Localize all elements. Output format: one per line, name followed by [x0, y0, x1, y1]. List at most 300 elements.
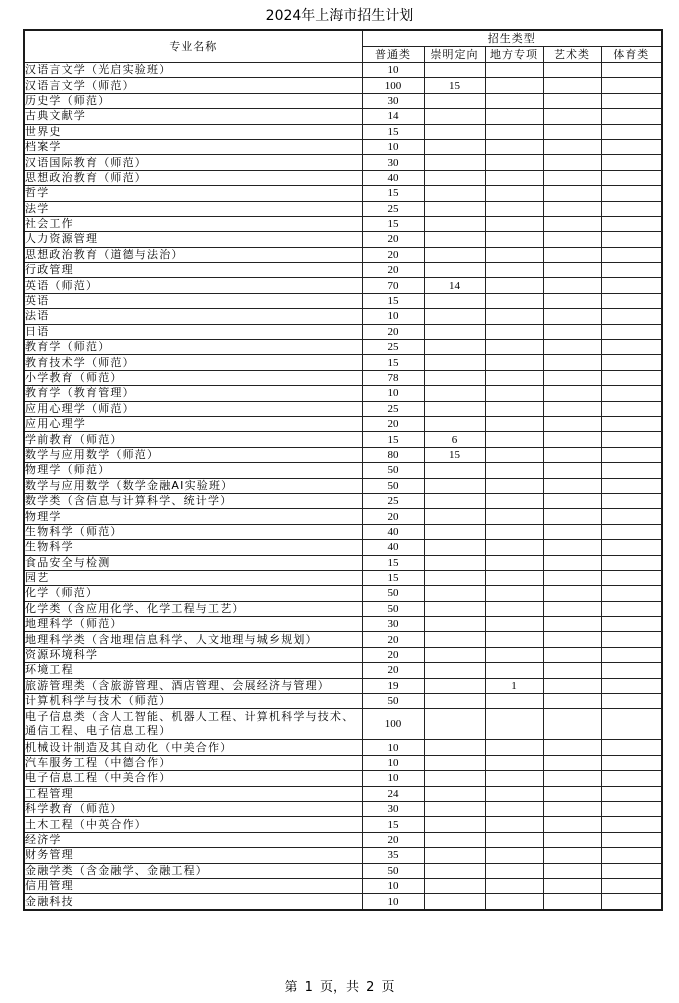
quota-cell-arts — [543, 863, 601, 878]
quota-cell-regular: 10 — [362, 894, 424, 910]
quota-cell-regular: 15 — [362, 293, 424, 308]
major-name-cell: 英语 — [24, 293, 362, 308]
table-row — [24, 155, 662, 170]
quota-cell-arts — [543, 324, 601, 339]
major-name-cell: 汉语国际教育（师范） — [24, 155, 362, 170]
quota-cell-chongming — [424, 493, 485, 508]
quota-cell-sports — [601, 694, 662, 709]
header-major-name: 专业名称 — [24, 30, 362, 63]
quota-cell-local-special — [485, 170, 543, 185]
quota-cell-local-special — [485, 293, 543, 308]
quota-cell-regular: 100 — [362, 78, 424, 93]
table-row — [24, 863, 662, 878]
major-name-cell: 应用心理学 — [24, 416, 362, 431]
quota-cell-chongming — [424, 647, 485, 662]
quota-cell-arts — [543, 186, 601, 201]
quota-cell-regular: 50 — [362, 863, 424, 878]
quota-cell-sports — [601, 555, 662, 570]
quota-cell-chongming — [424, 632, 485, 647]
table-row — [24, 817, 662, 832]
quota-cell-chongming — [424, 109, 485, 124]
header-col-sports: 体育类 — [601, 47, 662, 63]
major-name-cell: 数学与应用数学（师范） — [24, 447, 362, 462]
quota-cell-local-special — [485, 709, 543, 740]
quota-cell-regular: 40 — [362, 170, 424, 185]
quota-cell-arts — [543, 447, 601, 462]
quota-cell-chongming — [424, 386, 485, 401]
quota-cell-chongming — [424, 124, 485, 139]
quota-cell-sports — [601, 863, 662, 878]
major-name-cell: 世界史 — [24, 124, 362, 139]
quota-cell-arts — [543, 309, 601, 324]
quota-cell-arts — [543, 832, 601, 847]
table-row — [24, 740, 662, 755]
quota-cell-arts — [543, 632, 601, 647]
quota-cell-arts — [543, 586, 601, 601]
table-row — [24, 894, 662, 910]
table-row — [24, 601, 662, 616]
header-col-regular: 普通类 — [362, 47, 424, 63]
quota-cell-local-special — [485, 647, 543, 662]
quota-cell-arts — [543, 617, 601, 632]
table-row — [24, 370, 662, 385]
quota-cell-regular: 80 — [362, 447, 424, 462]
quota-cell-chongming — [424, 617, 485, 632]
quota-cell-regular: 20 — [362, 509, 424, 524]
major-name-cell: 物理学（师范） — [24, 463, 362, 478]
quota-cell-sports — [601, 139, 662, 154]
quota-cell-chongming — [424, 416, 485, 431]
major-name-cell: 财务管理 — [24, 848, 362, 863]
major-name-cell: 机械设计制造及其自动化（中美合作） — [24, 740, 362, 755]
major-name-cell: 土木工程（中英合作） — [24, 817, 362, 832]
major-name-cell: 教育学（师范） — [24, 340, 362, 355]
quota-cell-chongming — [424, 232, 485, 247]
quota-cell-local-special — [485, 447, 543, 462]
quota-cell-local-special — [485, 232, 543, 247]
major-name-cell: 化学（师范） — [24, 586, 362, 601]
quota-cell-arts — [543, 878, 601, 893]
quota-cell-local-special: 1 — [485, 678, 543, 693]
quota-cell-chongming — [424, 863, 485, 878]
quota-cell-sports — [601, 878, 662, 893]
table-row — [24, 709, 662, 740]
quota-cell-sports — [601, 155, 662, 170]
table-row — [24, 401, 662, 416]
quota-cell-arts — [543, 386, 601, 401]
table-row — [24, 540, 662, 555]
table-row — [24, 524, 662, 539]
quota-cell-sports — [601, 63, 662, 78]
major-name-cell: 食品安全与检测 — [24, 555, 362, 570]
quota-cell-local-special — [485, 401, 543, 416]
major-name-cell: 学前教育（师范） — [24, 432, 362, 447]
table-row — [24, 555, 662, 570]
quota-cell-regular: 20 — [362, 416, 424, 431]
quota-cell-local-special — [485, 878, 543, 893]
major-name-cell: 古典文献学 — [24, 109, 362, 124]
quota-cell-local-special — [485, 555, 543, 570]
quota-cell-local-special — [485, 124, 543, 139]
quota-cell-arts — [543, 694, 601, 709]
quota-cell-sports — [601, 386, 662, 401]
quota-cell-regular: 30 — [362, 93, 424, 108]
quota-cell-arts — [543, 601, 601, 616]
quota-cell-regular: 40 — [362, 540, 424, 555]
quota-cell-local-special — [485, 663, 543, 678]
quota-cell-chongming — [424, 709, 485, 740]
quota-cell-chongming — [424, 186, 485, 201]
quota-cell-regular: 20 — [362, 263, 424, 278]
major-name-cell: 园艺 — [24, 570, 362, 585]
table-row — [24, 663, 662, 678]
table-body — [24, 63, 662, 910]
quota-cell-sports — [601, 432, 662, 447]
quota-cell-arts — [543, 801, 601, 816]
quota-cell-arts — [543, 555, 601, 570]
quota-cell-chongming — [424, 694, 485, 709]
major-name-cell: 档案学 — [24, 139, 362, 154]
table-row — [24, 355, 662, 370]
quota-cell-arts — [543, 509, 601, 524]
major-name-cell: 法语 — [24, 309, 362, 324]
page-indicator: 第 1 页，共 2 页 — [284, 980, 395, 995]
table-row — [24, 694, 662, 709]
document-title: 2024年上海市招生计划 — [265, 8, 414, 24]
major-name-cell: 汉语言文学（师范） — [24, 78, 362, 93]
quota-cell-sports — [601, 832, 662, 847]
major-name-cell: 哲学 — [24, 186, 362, 201]
quota-cell-regular: 50 — [362, 694, 424, 709]
quota-cell-local-special — [485, 817, 543, 832]
quota-cell-regular: 10 — [362, 386, 424, 401]
quota-cell-chongming — [424, 370, 485, 385]
quota-cell-sports — [601, 263, 662, 278]
quota-cell-arts — [543, 678, 601, 693]
major-name-cell: 旅游管理类（含旅游管理、酒店管理、会展经济与管理） — [24, 678, 362, 693]
quota-cell-arts — [543, 355, 601, 370]
major-name-cell: 科学教育（师范） — [24, 801, 362, 816]
quota-cell-sports — [601, 232, 662, 247]
table-row — [24, 878, 662, 893]
quota-cell-chongming — [424, 755, 485, 770]
major-name-cell: 小学教育（师范） — [24, 370, 362, 385]
quota-cell-sports — [601, 786, 662, 801]
quota-cell-sports — [601, 755, 662, 770]
quota-cell-chongming — [424, 216, 485, 231]
quota-cell-sports — [601, 524, 662, 539]
quota-cell-regular: 24 — [362, 786, 424, 801]
header-col-local-special: 地方专项 — [485, 47, 543, 63]
header-col-arts: 艺术类 — [543, 47, 601, 63]
quota-cell-sports — [601, 740, 662, 755]
quota-cell-sports — [601, 216, 662, 231]
quota-cell-sports — [601, 647, 662, 662]
quota-cell-sports — [601, 540, 662, 555]
quota-cell-chongming — [424, 478, 485, 493]
quota-cell-sports — [601, 663, 662, 678]
quota-cell-local-special — [485, 386, 543, 401]
quota-cell-arts — [543, 155, 601, 170]
quota-cell-local-special — [485, 278, 543, 293]
quota-cell-chongming — [424, 401, 485, 416]
quota-cell-chongming: 15 — [424, 78, 485, 93]
quota-cell-sports — [601, 124, 662, 139]
quota-cell-chongming — [424, 586, 485, 601]
quota-cell-arts — [543, 647, 601, 662]
quota-cell-chongming — [424, 463, 485, 478]
quota-cell-local-special — [485, 586, 543, 601]
major-name-cell: 金融学类（含金融学、金融工程） — [24, 863, 362, 878]
quota-cell-arts — [543, 570, 601, 585]
table-row — [24, 463, 662, 478]
quota-cell-sports — [601, 709, 662, 740]
quota-cell-local-special — [485, 894, 543, 910]
quota-cell-local-special — [485, 432, 543, 447]
table-row — [24, 170, 662, 185]
quota-cell-sports — [601, 186, 662, 201]
quota-cell-local-special — [485, 632, 543, 647]
quota-cell-arts — [543, 709, 601, 740]
quota-cell-regular: 15 — [362, 124, 424, 139]
quota-cell-chongming — [424, 93, 485, 108]
quota-cell-local-special — [485, 416, 543, 431]
quota-cell-sports — [601, 201, 662, 216]
major-name-cell: 思想政治教育（道德与法治） — [24, 247, 362, 262]
major-name-cell: 数学与应用数学（数学金融AI实验班） — [24, 478, 362, 493]
quota-cell-arts — [543, 432, 601, 447]
quota-cell-regular: 15 — [362, 432, 424, 447]
table-row — [24, 186, 662, 201]
quota-cell-regular: 10 — [362, 755, 424, 770]
quota-cell-arts — [543, 263, 601, 278]
quota-cell-arts — [543, 848, 601, 863]
quota-cell-local-special — [485, 186, 543, 201]
quota-cell-chongming: 6 — [424, 432, 485, 447]
quota-cell-arts — [543, 463, 601, 478]
quota-cell-regular: 40 — [362, 524, 424, 539]
quota-cell-sports — [601, 894, 662, 910]
quota-cell-regular: 20 — [362, 632, 424, 647]
quota-cell-arts — [543, 416, 601, 431]
quota-cell-regular: 20 — [362, 247, 424, 262]
table-row — [24, 93, 662, 108]
table-row — [24, 771, 662, 786]
quota-cell-regular: 14 — [362, 109, 424, 124]
quota-cell-arts — [543, 817, 601, 832]
quota-cell-arts — [543, 478, 601, 493]
quota-cell-regular: 19 — [362, 678, 424, 693]
table-row — [24, 801, 662, 816]
quota-cell-arts — [543, 124, 601, 139]
quota-cell-regular: 20 — [362, 324, 424, 339]
major-name-cell: 法学 — [24, 201, 362, 216]
table-row — [24, 478, 662, 493]
table-row — [24, 324, 662, 339]
major-name-cell: 环境工程 — [24, 663, 362, 678]
table-row — [24, 678, 662, 693]
quota-cell-regular: 50 — [362, 586, 424, 601]
table-row — [24, 447, 662, 462]
quota-cell-regular: 10 — [362, 139, 424, 154]
major-name-cell: 资源环境科学 — [24, 647, 362, 662]
major-name-cell: 教育技术学（师范） — [24, 355, 362, 370]
quota-cell-local-special — [485, 355, 543, 370]
quota-cell-chongming — [424, 309, 485, 324]
major-name-cell: 人力资源管理 — [24, 232, 362, 247]
quota-cell-regular: 50 — [362, 478, 424, 493]
table-row — [24, 139, 662, 154]
major-name-cell: 数学类（含信息与计算科学、统计学） — [24, 493, 362, 508]
major-name-cell: 地理科学（师范） — [24, 617, 362, 632]
quota-cell-sports — [601, 355, 662, 370]
quota-cell-local-special — [485, 832, 543, 847]
quota-cell-sports — [601, 586, 662, 601]
quota-cell-local-special — [485, 524, 543, 539]
quota-cell-sports — [601, 771, 662, 786]
table-row — [24, 755, 662, 770]
quota-cell-chongming — [424, 340, 485, 355]
quota-cell-arts — [543, 663, 601, 678]
quota-cell-chongming — [424, 801, 485, 816]
quota-cell-sports — [601, 509, 662, 524]
quota-cell-local-special — [485, 848, 543, 863]
table-row — [24, 309, 662, 324]
quota-cell-local-special — [485, 755, 543, 770]
quota-cell-regular: 30 — [362, 617, 424, 632]
quota-cell-local-special — [485, 93, 543, 108]
quota-cell-local-special — [485, 340, 543, 355]
quota-cell-chongming — [424, 263, 485, 278]
quota-cell-arts — [543, 786, 601, 801]
major-name-cell: 应用心理学（师范） — [24, 401, 362, 416]
quota-cell-arts — [543, 493, 601, 508]
quota-cell-chongming — [424, 832, 485, 847]
quota-cell-local-special — [485, 478, 543, 493]
table-row — [24, 493, 662, 508]
table-row — [24, 232, 662, 247]
quota-cell-sports — [601, 247, 662, 262]
quota-cell-sports — [601, 109, 662, 124]
table-row — [24, 340, 662, 355]
major-name-cell: 汉语言文学（光启实验班） — [24, 63, 362, 78]
quota-cell-chongming — [424, 355, 485, 370]
quota-cell-local-special — [485, 601, 543, 616]
quota-cell-regular: 15 — [362, 555, 424, 570]
quota-cell-sports — [601, 324, 662, 339]
table-row — [24, 832, 662, 847]
quota-cell-chongming — [424, 848, 485, 863]
quota-cell-sports — [601, 170, 662, 185]
quota-cell-local-special — [485, 617, 543, 632]
quota-cell-sports — [601, 493, 662, 508]
quota-cell-chongming — [424, 247, 485, 262]
enrollment-plan-table — [23, 29, 663, 911]
quota-cell-sports — [601, 678, 662, 693]
major-name-cell: 化学类（含应用化学、化学工程与工艺） — [24, 601, 362, 616]
quota-cell-chongming — [424, 155, 485, 170]
quota-cell-sports — [601, 309, 662, 324]
header-col-chongming: 崇明定向 — [424, 47, 485, 63]
quota-cell-arts — [543, 78, 601, 93]
quota-cell-chongming — [424, 509, 485, 524]
table-row — [24, 617, 662, 632]
quota-cell-sports — [601, 340, 662, 355]
quota-cell-arts — [543, 139, 601, 154]
table-row — [24, 647, 662, 662]
quota-cell-local-special — [485, 309, 543, 324]
quota-cell-local-special — [485, 740, 543, 755]
quota-cell-regular: 15 — [362, 216, 424, 231]
table-row — [24, 63, 662, 78]
quota-cell-sports — [601, 416, 662, 431]
major-name-cell: 汽车服务工程（中德合作） — [24, 755, 362, 770]
quota-cell-arts — [543, 93, 601, 108]
table-row — [24, 278, 662, 293]
quota-cell-chongming — [424, 63, 485, 78]
quota-cell-local-special — [485, 694, 543, 709]
quota-cell-chongming — [424, 540, 485, 555]
quota-cell-arts — [543, 170, 601, 185]
quota-cell-regular: 20 — [362, 663, 424, 678]
quota-cell-regular: 10 — [362, 771, 424, 786]
quota-cell-arts — [543, 201, 601, 216]
major-name-cell: 地理科学类（含地理信息科学、人文地理与城乡规划） — [24, 632, 362, 647]
quota-cell-regular: 10 — [362, 309, 424, 324]
major-name-cell: 教育学（教育管理） — [24, 386, 362, 401]
major-name-cell: 工程管理 — [24, 786, 362, 801]
table-row — [24, 247, 662, 262]
major-name-cell: 行政管理 — [24, 263, 362, 278]
quota-cell-local-special — [485, 78, 543, 93]
quota-cell-regular: 15 — [362, 817, 424, 832]
quota-cell-sports — [601, 401, 662, 416]
major-name-cell: 日语 — [24, 324, 362, 339]
quota-cell-local-special — [485, 263, 543, 278]
quota-cell-sports — [601, 817, 662, 832]
table-row — [24, 124, 662, 139]
major-name-cell: 经济学 — [24, 832, 362, 847]
quota-cell-chongming — [424, 786, 485, 801]
quota-cell-chongming — [424, 555, 485, 570]
quota-cell-arts — [543, 293, 601, 308]
table-row — [24, 201, 662, 216]
quota-cell-sports — [601, 848, 662, 863]
quota-cell-regular: 70 — [362, 278, 424, 293]
table-row — [24, 570, 662, 585]
quota-cell-regular: 50 — [362, 601, 424, 616]
quota-cell-local-special — [485, 509, 543, 524]
quota-cell-local-special — [485, 201, 543, 216]
quota-cell-sports — [601, 617, 662, 632]
major-name-cell: 金融科技 — [24, 894, 362, 910]
quota-cell-local-special — [485, 63, 543, 78]
quota-cell-local-special — [485, 370, 543, 385]
quota-cell-regular: 30 — [362, 155, 424, 170]
quota-cell-sports — [601, 463, 662, 478]
quota-cell-sports — [601, 278, 662, 293]
table-row — [24, 386, 662, 401]
major-name-cell: 生物科学（师范） — [24, 524, 362, 539]
major-name-cell: 电子信息工程（中美合作） — [24, 771, 362, 786]
major-name-cell: 社会工作 — [24, 216, 362, 231]
quota-cell-chongming — [424, 601, 485, 616]
quota-cell-arts — [543, 340, 601, 355]
major-name-cell: 信用管理 — [24, 878, 362, 893]
quota-cell-arts — [543, 278, 601, 293]
quota-cell-sports — [601, 632, 662, 647]
table-row — [24, 216, 662, 231]
